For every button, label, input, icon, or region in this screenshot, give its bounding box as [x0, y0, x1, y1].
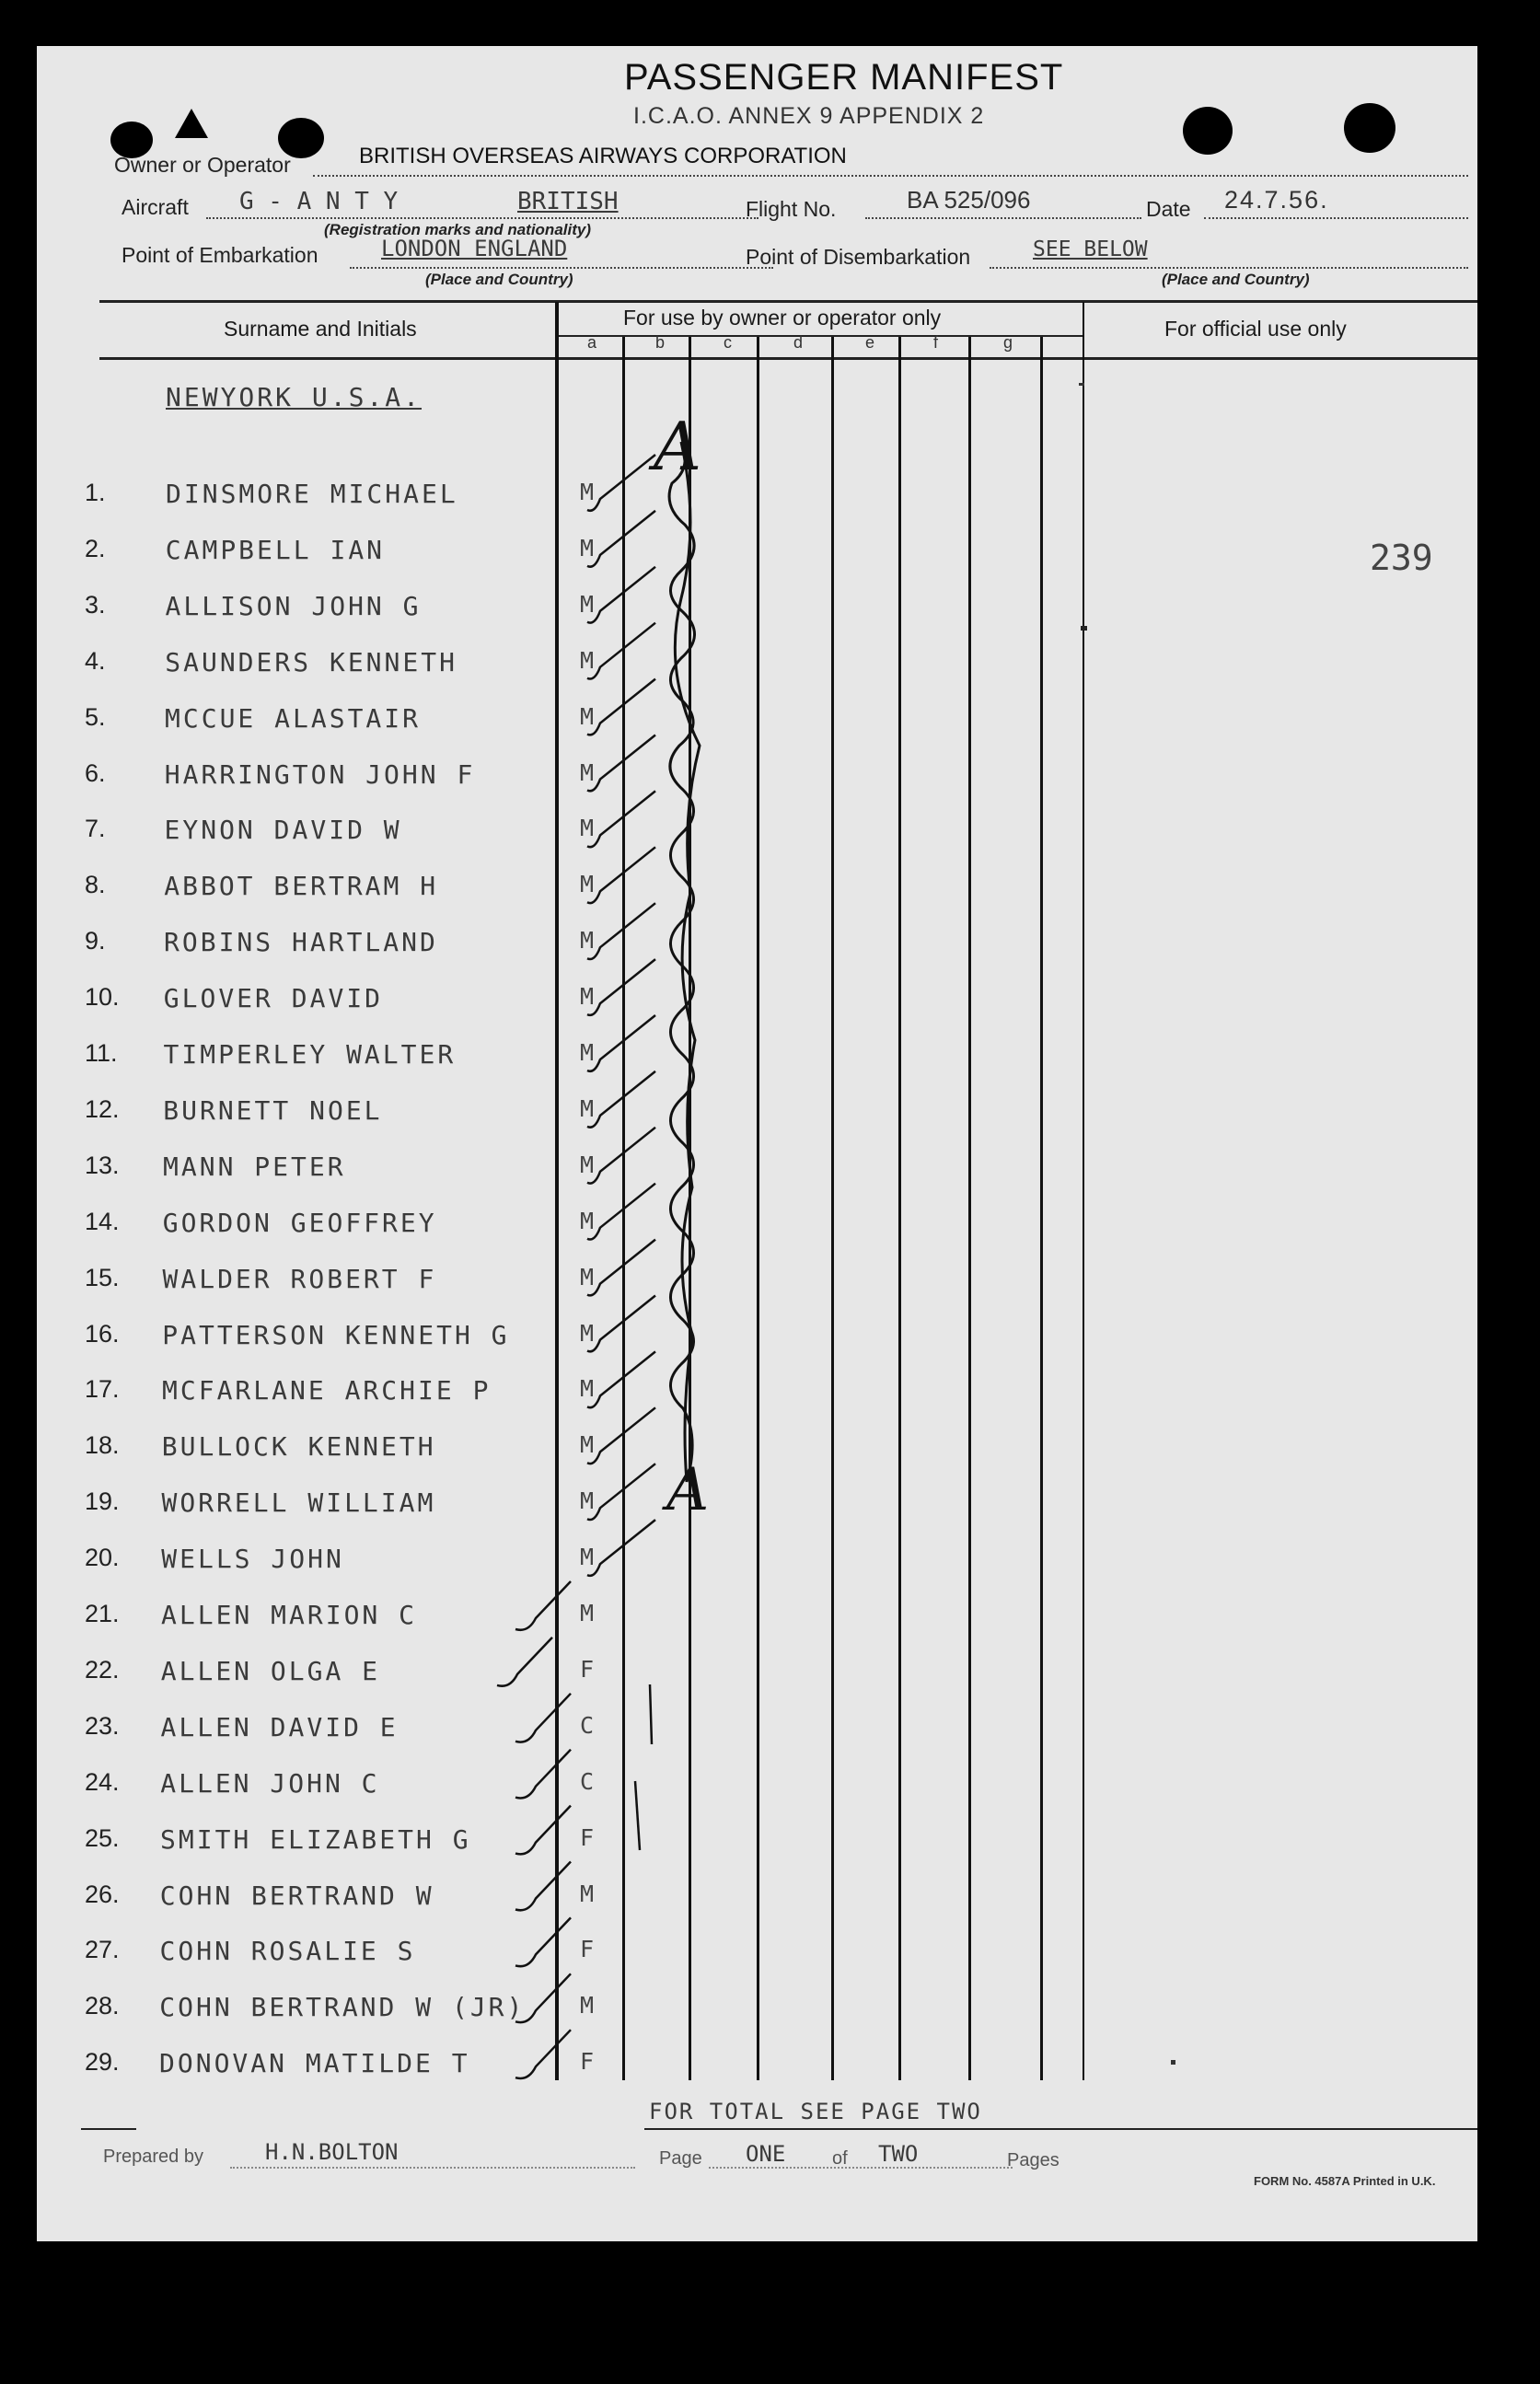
embark-note: (Place and Country) [425, 271, 573, 288]
ink-dot [1171, 2060, 1175, 2065]
subcol-label-g: g [1003, 333, 1013, 352]
row-number: 9. [85, 927, 106, 955]
passenger-sex: M [580, 479, 595, 505]
subcol-label-e: e [865, 333, 875, 352]
subcol-label-a: a [587, 333, 597, 352]
flight-label: Flight No. [746, 197, 837, 221]
passenger-sex: M [580, 1431, 595, 1459]
passenger-name: DONOVAN MATILDE T [159, 2048, 470, 2079]
row-number: 21. [85, 1600, 120, 1627]
passenger-sex: M [580, 983, 595, 1011]
form-subtitle: I.C.A.O. ANNEX 9 APPENDIX 2 [633, 103, 985, 129]
check-mark [587, 903, 655, 959]
subcol-label-c: c [724, 333, 732, 352]
row-number: 29. [85, 2048, 120, 2077]
passenger-name: ALLEN DAVID E [160, 1711, 399, 1742]
row-number: 8. [85, 871, 106, 899]
passenger-sex: M [580, 1992, 595, 2019]
row-number: 5. [85, 702, 106, 731]
row-number: 2. [85, 534, 106, 562]
passenger-sex: M [580, 1544, 595, 1571]
embark-value: LONDON ENGLAND [381, 236, 568, 261]
check-mark [587, 1071, 655, 1128]
check-mark [515, 1750, 571, 1799]
check-mark [587, 735, 655, 792]
ink-dot [1079, 383, 1084, 386]
passenger-sex: M [580, 1375, 595, 1403]
passenger-sex: M [580, 590, 595, 618]
row-number: 19. [85, 1487, 120, 1516]
row-number: 16. [85, 1319, 120, 1348]
table-bottom-rule [644, 2128, 1477, 2130]
page-line [709, 2167, 1013, 2169]
check-mark [587, 1520, 655, 1576]
subcol-label-d: d [793, 333, 804, 352]
row-number: 20. [85, 1544, 120, 1572]
check-mark [587, 1407, 655, 1464]
of-label: of [832, 2148, 848, 2169]
passenger-name: BURNETT NOEL [163, 1094, 383, 1126]
check-mark [587, 1296, 655, 1352]
destination-heading: NEWYORK U.S.A. [166, 382, 423, 412]
disembark-value: SEE BELOW [1033, 237, 1148, 261]
row-number: 18. [85, 1431, 120, 1460]
row-number: 4. [85, 646, 106, 675]
passenger-sex: F [580, 1823, 595, 1851]
passenger-name: BULLOCK KENNETH [161, 1431, 436, 1463]
row-number: 6. [85, 758, 106, 787]
row-number: 1. [85, 479, 106, 506]
passenger-sex: M [580, 646, 595, 674]
passenger-sex: M [580, 702, 595, 730]
passenger-sex: F [580, 1655, 595, 1683]
form-title: PASSENGER MANIFEST [624, 57, 1064, 98]
passenger-sex: M [580, 1319, 595, 1347]
page-label: Page [659, 2148, 702, 2169]
passenger-sex: C [580, 1711, 595, 1739]
date-value: 24.7.56. [1224, 186, 1329, 214]
passenger-sex: M [580, 1207, 595, 1234]
row-number: 28. [85, 1992, 120, 2020]
passenger-name: WALDER ROBERT F [162, 1263, 437, 1294]
passenger-sex: M [580, 758, 595, 786]
passenger-name: ALLEN OLGA E [160, 1655, 381, 1686]
row-number: 10. [85, 983, 120, 1012]
check-mark [587, 1464, 655, 1520]
passenger-sex: M [580, 927, 595, 955]
passenger-sex: M [580, 815, 595, 842]
page-value: ONE [746, 2141, 786, 2167]
row-number: 11. [85, 1039, 118, 1067]
passenger-sex: M [580, 871, 595, 898]
passenger-name: GORDON GEOFFREY [162, 1207, 437, 1238]
row-number: 7. [85, 815, 106, 843]
embark-label: Point of Embarkation [122, 243, 318, 267]
disembark-label: Point of Disembarkation [746, 245, 971, 269]
check-mark [515, 1917, 571, 1966]
footer-left-rule [81, 2128, 136, 2130]
passenger-name: ALLISON JOHN G [165, 590, 422, 621]
row-number: 26. [85, 1880, 120, 1908]
owner-value: BRITISH OVERSEAS AIRWAYS CORPORATION [359, 144, 847, 168]
passenger-name: PATTERSON KENNETH G [162, 1319, 510, 1350]
row-number: 12. [85, 1094, 120, 1123]
passenger-name: MANN PETER [163, 1151, 346, 1182]
total-note: FOR TOTAL SEE PAGE TWO [649, 2099, 982, 2124]
passenger-name: TIMPERLEY WALTER [163, 1039, 457, 1070]
subcol-label-f: f [933, 333, 939, 352]
passenger-name: WORRELL WILLIAM [161, 1487, 436, 1519]
check-mark [515, 1973, 571, 2022]
row-number: 25. [85, 1823, 120, 1852]
col-official-header: For official use only [1164, 317, 1347, 341]
form-number: FORM No. 4587A Printed in U.K. [1254, 2174, 1436, 2188]
passenger-name: EYNON DAVID W [164, 815, 402, 846]
passenger-sex: C [580, 1767, 595, 1795]
prepared-label: Prepared by [103, 2147, 203, 2167]
pages-value: TWO [878, 2141, 919, 2167]
check-mark [587, 679, 655, 735]
passenger-name: WELLS JOHN [161, 1544, 344, 1575]
manifest-sheet [37, 46, 1477, 2241]
passenger-sex: F [580, 2048, 595, 2076]
handwritten-checkmarks [37, 46, 1477, 2241]
check-mark [515, 1581, 571, 1630]
flight-value: BA 525/096 [907, 186, 1031, 214]
check-mark [515, 2030, 571, 2078]
date-label: Date [1146, 197, 1191, 221]
passenger-name: SMITH ELIZABETH G [160, 1823, 471, 1855]
check-mark [587, 1128, 655, 1184]
check-mark [587, 791, 655, 847]
registration-note: (Registration marks and nationality) [324, 221, 591, 238]
passenger-sex: M [580, 1039, 595, 1066]
check-mark [515, 1806, 571, 1855]
passenger-name: MCCUE ALASTAIR [165, 702, 422, 734]
col-surname-header: Surname and Initials [224, 317, 417, 341]
subcol-label-b: b [655, 333, 666, 352]
owner-label: Owner or Operator [114, 153, 291, 177]
passenger-name: MCFARLANE ARCHIE P [162, 1375, 492, 1406]
passenger-name: COHN ROSALIE S [159, 1936, 416, 1967]
row-number: 17. [85, 1375, 120, 1404]
check-mark [587, 1351, 655, 1407]
row-number: 27. [85, 1936, 120, 1964]
passenger-sex: M [580, 1094, 595, 1122]
passenger-name: DINSMORE MICHAEL [166, 479, 458, 509]
passenger-sex: M [580, 1151, 595, 1178]
passenger-name: COHN BERTRAND W (JR) [159, 1992, 526, 2023]
check-mark [587, 847, 655, 903]
row-number: 13. [85, 1151, 120, 1179]
row-number: 22. [85, 1655, 120, 1684]
passenger-name: SAUNDERS KENNETH [165, 646, 457, 677]
passenger-sex: F [580, 1936, 595, 1963]
passenger-name: CAMPBELL IAN [165, 534, 386, 565]
passenger-name: ABBOT BERTRAM H [164, 871, 439, 902]
check-mark [587, 623, 655, 679]
pages-label: Pages [1007, 2150, 1059, 2170]
prepared-value: H.N.BOLTON [265, 2139, 399, 2165]
row-number: 3. [85, 590, 106, 619]
passenger-name: COHN BERTRAND W [159, 1880, 434, 1911]
aircraft-value: G - A N T Y [239, 188, 399, 215]
passenger-name: ROBINS HARTLAND [164, 927, 438, 958]
passenger-sex: M [580, 1263, 595, 1290]
nationality-value: BRITISH [517, 188, 619, 215]
check-mark [587, 511, 655, 567]
row-number: 24. [85, 1767, 120, 1796]
bracket-letter-bottom: A [666, 1456, 710, 1524]
row-number: 14. [85, 1207, 120, 1235]
check-mark [587, 959, 655, 1015]
check-mark [587, 1240, 655, 1296]
col-owner-header: For use by owner or operator only [623, 306, 942, 330]
check-mark [515, 1694, 571, 1742]
check-mark [515, 1862, 571, 1911]
passenger-name: HARRINGTON JOHN F [164, 758, 476, 790]
passenger-sex: M [580, 1880, 595, 1907]
passenger-name: GLOVER DAVID [163, 983, 384, 1014]
disembark-note: (Place and Country) [1162, 271, 1310, 288]
bracket-letter-top: A [654, 408, 701, 485]
check-mark [497, 1638, 552, 1686]
check-mark [587, 455, 655, 511]
check-mark [587, 1015, 655, 1071]
aircraft-label: Aircraft [122, 195, 189, 219]
official-number: 239 [1370, 538, 1433, 578]
row-number: 23. [85, 1711, 120, 1740]
passenger-sex: M [580, 534, 595, 561]
passenger-sex: M [580, 1487, 595, 1515]
row-number: 15. [85, 1263, 120, 1291]
check-mark [587, 1184, 655, 1240]
ink-dot [1081, 626, 1087, 631]
check-mark [587, 567, 655, 623]
prepared-line [230, 2167, 635, 2169]
passenger-name: ALLEN MARION C [161, 1600, 418, 1630]
passenger-sex: M [580, 1600, 595, 1626]
passenger-name: ALLEN JOHN C [160, 1767, 380, 1799]
